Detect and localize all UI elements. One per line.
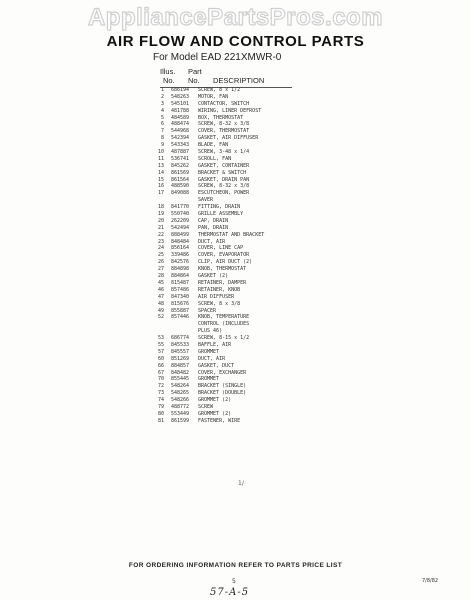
parts-row xyxy=(148,87,368,94)
part-description: DUCT, AIR xyxy=(198,238,226,245)
part-number: 543343 xyxy=(171,142,190,149)
parts-row xyxy=(148,383,368,390)
illus-number: 48 xyxy=(157,300,164,307)
part-description: WIRING, LINER DEFROST xyxy=(198,107,262,114)
part-number: 548266 xyxy=(171,397,190,404)
part-description: COVER, LINE CAP xyxy=(198,245,244,252)
part-number: 548263 xyxy=(171,93,190,100)
part-number: 542494 xyxy=(171,224,190,231)
part-description: COVER, EVAPORATOR xyxy=(198,252,250,259)
page-title: AIR FLOW AND CONTROL PARTS xyxy=(106,33,365,50)
part-number: 842576 xyxy=(171,259,190,266)
part-description: GROMMET xyxy=(198,348,220,355)
illus-number: 16 xyxy=(157,183,164,190)
part-number: 851269 xyxy=(171,355,190,362)
illus-number: 19 xyxy=(157,211,164,218)
part-description: GRILLE ASSEMBLY xyxy=(198,211,244,218)
parts-row xyxy=(148,328,368,335)
parts-row xyxy=(148,349,368,356)
part-description: BOX, THERMOSTAT xyxy=(198,114,244,121)
part-number: 861564 xyxy=(171,176,190,183)
illus-number: 52 xyxy=(157,314,164,321)
illus-number: 4 xyxy=(160,107,164,114)
part-number: 548265 xyxy=(171,390,190,397)
part-number: 861569 xyxy=(171,169,190,176)
parts-list xyxy=(148,87,368,425)
footer-note: FOR ORDERING INFORMATION REFER TO PARTS PRICE LIST xyxy=(128,562,343,569)
parts-row xyxy=(148,101,368,108)
parts-row xyxy=(148,149,368,156)
part-number: 847340 xyxy=(171,293,190,300)
parts-row xyxy=(148,183,368,190)
part-description: SCREW, 8 x 1/2 xyxy=(198,87,241,93)
column-header-illus: Illus. xyxy=(160,67,176,76)
part-number: 550740 xyxy=(171,211,190,218)
part-number: 888499 xyxy=(171,231,190,238)
parts-row xyxy=(148,301,368,308)
part-description: MOTOR, FAN xyxy=(198,93,229,100)
part-description: FASTENER, WIRE xyxy=(198,417,241,424)
part-description: BRACKET & SWITCH xyxy=(198,169,247,176)
column-header-description: DESCRIPTION xyxy=(213,76,265,85)
part-number: 861599 xyxy=(171,417,190,424)
part-number: 841770 xyxy=(171,204,190,211)
part-number: 849088 xyxy=(171,190,190,197)
part-number: 545101 xyxy=(171,100,190,107)
illus-number: 72 xyxy=(157,383,164,390)
parts-row xyxy=(148,418,368,425)
part-description: GASKET, CONTAINER xyxy=(198,162,250,169)
parts-row xyxy=(148,121,368,128)
illus-number: 60 xyxy=(157,355,164,362)
parts-row xyxy=(148,218,368,225)
illus-number: 24 xyxy=(157,245,164,252)
parts-row xyxy=(148,190,368,197)
part-number: 815487 xyxy=(171,279,190,286)
part-number: 845533 xyxy=(171,341,190,348)
part-description: SCREW, 8-32 x 3/8 xyxy=(198,121,250,128)
part-number: 855445 xyxy=(171,376,190,383)
part-description: GASKET (2) xyxy=(198,273,229,280)
parts-row xyxy=(148,177,368,184)
part-description: GASKET, DRAIN PAN xyxy=(198,176,250,183)
parts-row xyxy=(148,94,368,101)
illus-number: 22 xyxy=(157,231,164,238)
parts-row xyxy=(148,128,368,135)
parts-row xyxy=(148,280,368,287)
illus-number: 7 xyxy=(160,128,164,135)
parts-row xyxy=(148,232,368,239)
part-number: 856164 xyxy=(171,245,190,252)
part-number: 536741 xyxy=(171,155,190,162)
illus-number: 26 xyxy=(157,259,164,266)
part-number: 845557 xyxy=(171,348,190,355)
model-line: For Model EAD 221XMWR-0 xyxy=(153,52,282,63)
part-number: 484589 xyxy=(171,114,190,121)
part-description: CAP, DRAIN xyxy=(198,217,229,224)
parts-row xyxy=(148,376,368,383)
parts-row xyxy=(148,163,368,170)
illus-number: 1 xyxy=(160,87,164,93)
part-number: 339486 xyxy=(171,252,190,259)
part-number: 857486 xyxy=(171,286,190,293)
part-description: KNOB, THERMOSTAT xyxy=(198,266,247,273)
parts-row xyxy=(148,115,368,122)
part-description: BLADE, FAN xyxy=(198,142,229,149)
part-description: CONTACTOR, SWITCH xyxy=(198,100,250,107)
stray-mark: 1/ xyxy=(238,480,244,487)
parts-row xyxy=(148,197,368,204)
part-description: GROMMET (2) xyxy=(198,410,232,417)
illus-number: 14 xyxy=(157,169,164,176)
handwritten-note: 57-A-5 xyxy=(210,587,250,598)
illus-number: 10 xyxy=(157,149,164,156)
illus-number: 21 xyxy=(157,224,164,231)
parts-row xyxy=(148,170,368,177)
parts-row xyxy=(148,225,368,232)
part-number: 845262 xyxy=(171,162,190,169)
part-description: BAFFLE, AIR xyxy=(198,341,232,348)
part-description: BRACKET (DOUBLE) xyxy=(198,390,247,397)
illus-number: 6 xyxy=(160,121,164,128)
part-description: GROMMET (2) xyxy=(198,397,232,404)
part-description: GASKET, DUCT xyxy=(198,362,235,369)
part-description: COVER, THERMOSTAT xyxy=(198,128,250,135)
parts-row xyxy=(148,370,368,377)
illus-number: 73 xyxy=(157,390,164,397)
parts-row xyxy=(148,239,368,246)
part-description: SCREW, 8-15 x 1/2 xyxy=(198,335,250,342)
part-description: ESCUTCHEON, POWER xyxy=(198,190,250,197)
part-number: 487887 xyxy=(171,149,190,156)
illus-number: 18 xyxy=(157,204,164,211)
part-number: 848484 xyxy=(171,238,190,245)
part-number: 542394 xyxy=(171,135,190,142)
illus-number: 5 xyxy=(160,114,164,121)
illus-number: 28 xyxy=(157,273,164,280)
illus-number: 17 xyxy=(157,190,164,197)
parts-row xyxy=(148,342,368,349)
page-number: 5 xyxy=(232,578,236,585)
illus-number: 23 xyxy=(157,238,164,245)
part-description: COVER, EXCHANGER xyxy=(198,369,247,376)
part-description: CONTROL (INCLUDES xyxy=(198,321,250,328)
part-description: PLUS 46) xyxy=(198,328,223,335)
parts-row xyxy=(148,294,368,301)
illus-number: 74 xyxy=(157,397,164,404)
parts-row xyxy=(148,356,368,363)
parts-row xyxy=(148,273,368,280)
part-description: KNOB, TEMPERATURE xyxy=(198,314,250,321)
part-description: GASKET, AIR DIFFUSER xyxy=(198,135,259,142)
part-description: RETAINER, DAMPER xyxy=(198,279,247,286)
parts-row xyxy=(148,204,368,211)
parts-row xyxy=(148,259,368,266)
part-description: CLIP, AIR DUCT (2) xyxy=(198,259,253,266)
illus-number: 27 xyxy=(157,266,164,273)
part-number: 488590 xyxy=(171,183,190,190)
illus-number: 15 xyxy=(157,176,164,183)
part-number: 815676 xyxy=(171,300,190,307)
part-number: 544968 xyxy=(171,128,190,135)
parts-row xyxy=(148,321,368,328)
illus-number: 25 xyxy=(157,252,164,259)
part-number: 553449 xyxy=(171,410,190,417)
illus-number: 80 xyxy=(157,410,164,417)
parts-row xyxy=(148,108,368,115)
illus-number: 53 xyxy=(157,335,164,342)
date-code: 7/8/82 xyxy=(422,578,439,584)
parts-row xyxy=(148,308,368,315)
parts-row xyxy=(148,211,368,218)
part-number: 884857 xyxy=(171,362,190,369)
watermark: AppliancePartsPros.com xyxy=(87,4,384,31)
parts-row xyxy=(148,314,368,321)
illus-number: 20 xyxy=(157,217,164,224)
part-description: SCREW xyxy=(198,403,214,410)
part-description: BRACKET (SINGLE) xyxy=(198,383,247,390)
parts-row xyxy=(148,404,368,411)
part-description: SCREW, 8 x 3/8 xyxy=(198,300,241,307)
part-number: 848482 xyxy=(171,369,190,376)
illus-number: 3 xyxy=(160,100,164,107)
illus-number: 79 xyxy=(157,403,164,410)
illus-number: 46 xyxy=(157,286,164,293)
parts-row xyxy=(148,287,368,294)
part-description: PAN, DRAIN xyxy=(198,224,229,231)
part-number: 686774 xyxy=(171,335,190,342)
parts-row xyxy=(148,397,368,404)
part-number: 262209 xyxy=(171,217,190,224)
parts-row xyxy=(148,363,368,370)
part-description: THERMOSTAT AND BRACKET xyxy=(198,231,265,238)
part-description: RETAINER, KNOB xyxy=(198,286,241,293)
illus-number: 8 xyxy=(160,135,164,142)
illus-number: 47 xyxy=(157,293,164,300)
illus-number: 9 xyxy=(160,142,164,149)
parts-row xyxy=(148,411,368,418)
part-description: DUCT, AIR xyxy=(198,355,226,362)
parts-row xyxy=(148,245,368,252)
illus-number: 67 xyxy=(157,369,164,376)
column-header-part-no: No. xyxy=(188,76,200,85)
part-number: 884864 xyxy=(171,273,190,280)
part-description: SCREW, 8-32 x 3/8 xyxy=(198,183,250,190)
part-description: SCROLL, FAN xyxy=(198,155,232,162)
illus-number: 49 xyxy=(157,307,164,314)
illus-number: 70 xyxy=(157,376,164,383)
illus-number: 13 xyxy=(157,162,164,169)
column-header-illus-no: No. xyxy=(163,76,175,85)
parts-row xyxy=(148,266,368,273)
part-description: SPACER xyxy=(198,307,217,314)
part-number: 686194 xyxy=(171,87,190,93)
part-number: 548264 xyxy=(171,383,190,390)
illus-number: 45 xyxy=(157,279,164,286)
part-description: FITTING, DRAIN xyxy=(198,204,241,211)
part-description: SCREW, 3-48 x 1/4 xyxy=(198,149,250,156)
part-number: 488772 xyxy=(171,403,190,410)
illus-number: 11 xyxy=(157,155,164,162)
part-description: SAVER xyxy=(198,197,214,204)
part-description: GROMMET xyxy=(198,376,220,383)
part-number: 857446 xyxy=(171,314,190,321)
parts-row xyxy=(148,252,368,259)
illus-number: 57 xyxy=(157,348,164,355)
illus-number: 81 xyxy=(157,417,164,424)
illus-number: 55 xyxy=(157,341,164,348)
part-description: AIR DIFFUSER xyxy=(198,293,235,300)
part-number: 855887 xyxy=(171,307,190,314)
part-number: 488474 xyxy=(171,121,190,128)
column-header-part: Part xyxy=(188,67,202,76)
parts-row xyxy=(148,142,368,149)
parts-row xyxy=(148,156,368,163)
part-number: 481788 xyxy=(171,107,190,114)
parts-row xyxy=(148,335,368,342)
illus-number: 2 xyxy=(160,93,164,100)
illus-number: 66 xyxy=(157,362,164,369)
parts-row xyxy=(148,135,368,142)
part-number: 884898 xyxy=(171,266,190,273)
parts-row xyxy=(148,390,368,397)
